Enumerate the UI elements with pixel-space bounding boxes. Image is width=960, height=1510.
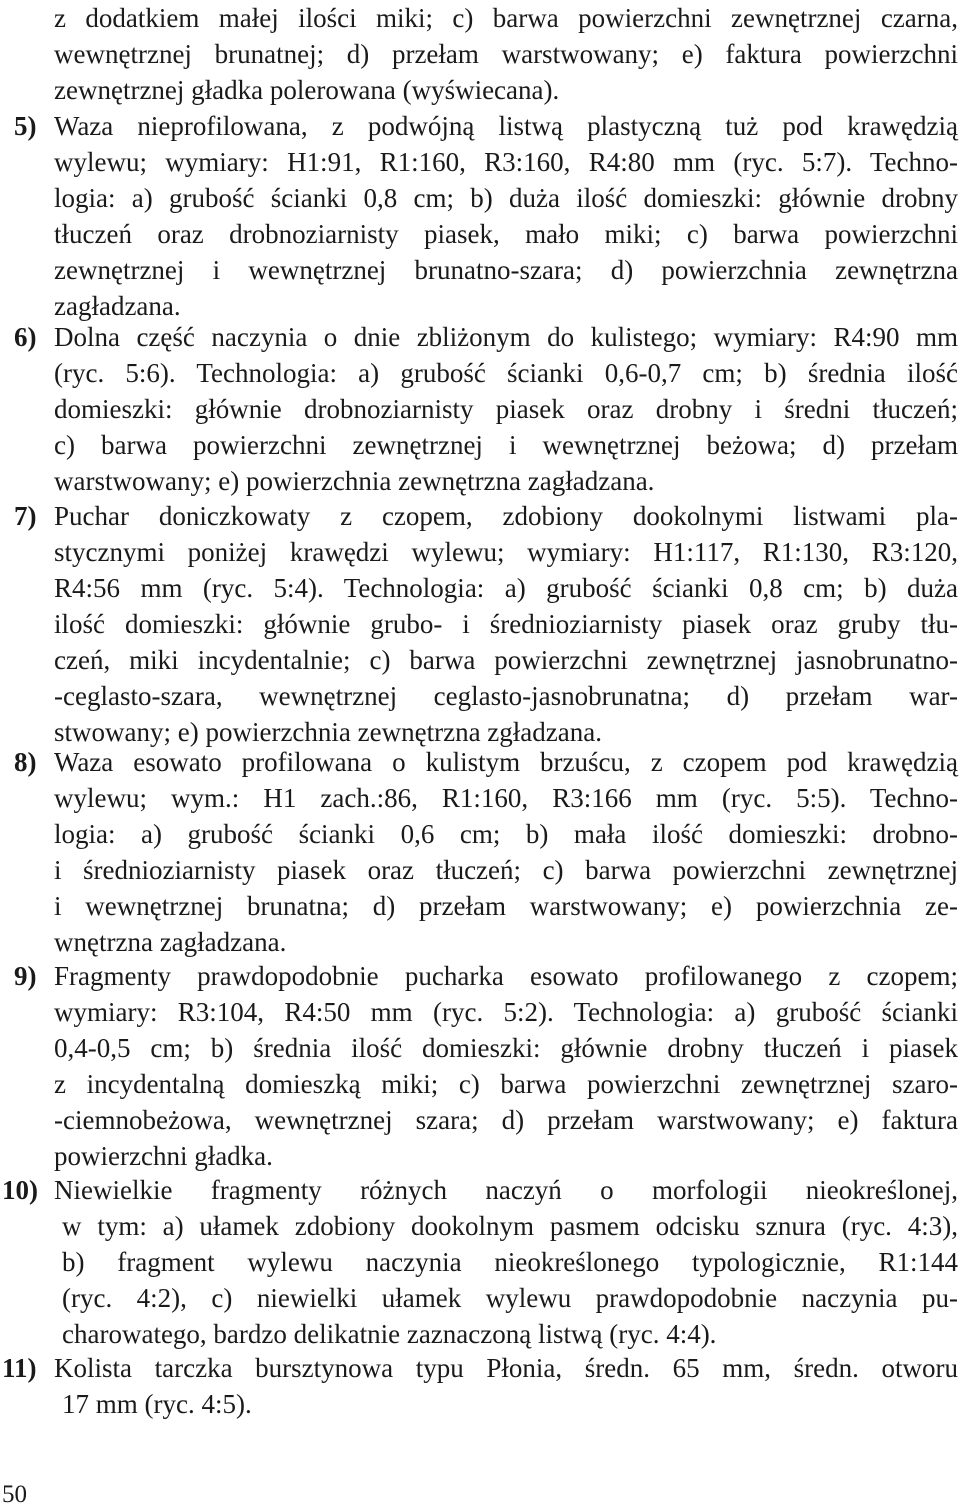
text-line: c) barwa powierzchni zewnętrznej i wewnętrznej beżowa; d) przełam <box>54 430 958 460</box>
text-line: domieszki: głównie drobnoziarnisty piasek oraz drobny i średni tłuczeń; <box>54 394 958 424</box>
text-line: z incydentalną domieszką miki; c) barwa powierzchni zewnętrznej szaro- <box>54 1069 958 1099</box>
text-line: Dolna część naczynia o dnie zbliżonym do kulistego; wymiary: R4:90 mm <box>54 322 958 352</box>
text-line: Puchar doniczkowaty z czopem, zdobiony dookolnymi listwami pla- <box>54 501 958 531</box>
item-number: 11) <box>2 1353 37 1383</box>
text-line: Kolista tarczka bursztynowa typu Płonia, średn. 65 mm, średn. otworu <box>54 1353 958 1383</box>
text-line: wylewu; wym.: H1 zach.:86, R1:160, R3:166 mm (ryc. 5:5). Techno- <box>54 783 958 813</box>
text-line: stwowany; e) powierzchnia zewnętrzna zgładzana. <box>54 717 602 747</box>
text-line: zewnętrznej i wewnętrznej brunatno-szara; d) powierzchnia zewnętrzna <box>54 255 958 285</box>
text-line: logia: a) grubość ścianki 0,6 cm; b) mała ilość domieszki: drobno- <box>54 819 958 849</box>
item-number: 6) <box>14 322 37 352</box>
text-line: wnętrzna zagładzana. <box>54 927 287 957</box>
text-line: 0,4-0,5 cm; b) średnia ilość domieszki: głównie drobny tłuczeń i piasek <box>54 1033 958 1063</box>
page-number: 50 <box>2 1481 27 1508</box>
item-number: 10) <box>2 1175 38 1205</box>
text-line: i średnioziarnisty piasek oraz tłuczeń; c) barwa powierzchni zewnętrznej <box>54 855 958 885</box>
text-line: 17 mm (ryc. 4:5). <box>62 1389 252 1419</box>
text-line: Waza nieprofilowana, z podwójną listwą plastyczną tuż pod krawędzią <box>54 111 958 141</box>
text-line: b) fragment wylewu naczynia nieokreślonego typologicznie, R1:144 <box>62 1247 958 1277</box>
text-line: ilość domieszki: głównie grubo- i średnioziarnisty piasek oraz gruby tłu- <box>54 609 958 639</box>
item-number: 9) <box>14 961 37 991</box>
text-line: wewnętrznej brunatnej; d) przełam warstwowany; e) faktura powierzchni <box>54 39 958 69</box>
text-line: w tym: a) ułamek zdobiony dookolnym pasmem odcisku sznura (ryc. 4:3), <box>62 1211 958 1241</box>
text-line: Niewielkie fragmenty różnych naczyń o morfologii nieokreślonej, <box>54 1175 958 1205</box>
text-line: R4:56 mm (ryc. 5:4). Technologia: a) grubość ścianki 0,8 cm; b) duża <box>54 573 958 603</box>
text-line: (ryc. 4:2), c) niewielki ułamek wylewu prawdopodobnie naczynia pu- <box>62 1283 958 1313</box>
text-line: i wewnętrznej brunatna; d) przełam warstwowany; e) powierzchnia ze- <box>54 891 958 921</box>
text-line: zagładzana. <box>54 291 181 321</box>
text-line: powierzchni gładka. <box>54 1141 273 1171</box>
text-line: (ryc. 5:6). Technologia: a) grubość ścianki 0,6-0,7 cm; b) średnia ilość <box>54 358 958 388</box>
text-line: charowatego, bardzo delikatnie zaznaczoną listwą (ryc. 4:4). <box>62 1319 717 1349</box>
text-line: Waza esowato profilowana o kulistym brzuścu, z czopem pod krawędzią <box>54 747 958 777</box>
text-line: z dodatkiem małej ilości miki; c) barwa powierzchni zewnętrznej czarna, <box>54 3 958 33</box>
text-line: wymiary: R3:104, R4:50 mm (ryc. 5:2). Technologia: a) grubość ścianki <box>54 997 958 1027</box>
item-number: 5) <box>14 111 37 141</box>
text-line: logia: a) grubość ścianki 0,8 cm; b) duża ilość domieszki: głównie drobny <box>54 183 958 213</box>
text-line: tłuczeń oraz drobnoziarnisty piasek, mało miki; c) barwa powierzchni <box>54 219 958 249</box>
text-line: stycznymi poniżej krawędzi wylewu; wymiary: H1:117, R1:130, R3:120, <box>54 537 958 567</box>
text-line: wylewu; wymiary: H1:91, R1:160, R3:160, R4:80 mm (ryc. 5:7). Techno- <box>54 147 958 177</box>
text-line: Fragmenty prawdopodobnie pucharka esowato profilowanego z czopem; <box>54 961 958 991</box>
text-line: -ceglasto-szara, wewnętrznej ceglasto-jasnobrunatna; d) przełam war- <box>54 681 958 711</box>
item-number: 8) <box>14 747 37 777</box>
text-line: -ciemnobeżowa, wewnętrznej szara; d) przełam warstwowany; e) faktura <box>54 1105 958 1135</box>
text-line: zewnętrznej gładka polerowana (wyświecana). <box>54 75 560 105</box>
text-line: czeń, miki incydentalnie; c) barwa powierzchni zewnętrznej jasnobrunatno- <box>54 645 958 675</box>
item-number: 7) <box>14 501 37 531</box>
text-line: warstwowany; e) powierzchnia zewnętrzna zagładzana. <box>54 466 655 496</box>
